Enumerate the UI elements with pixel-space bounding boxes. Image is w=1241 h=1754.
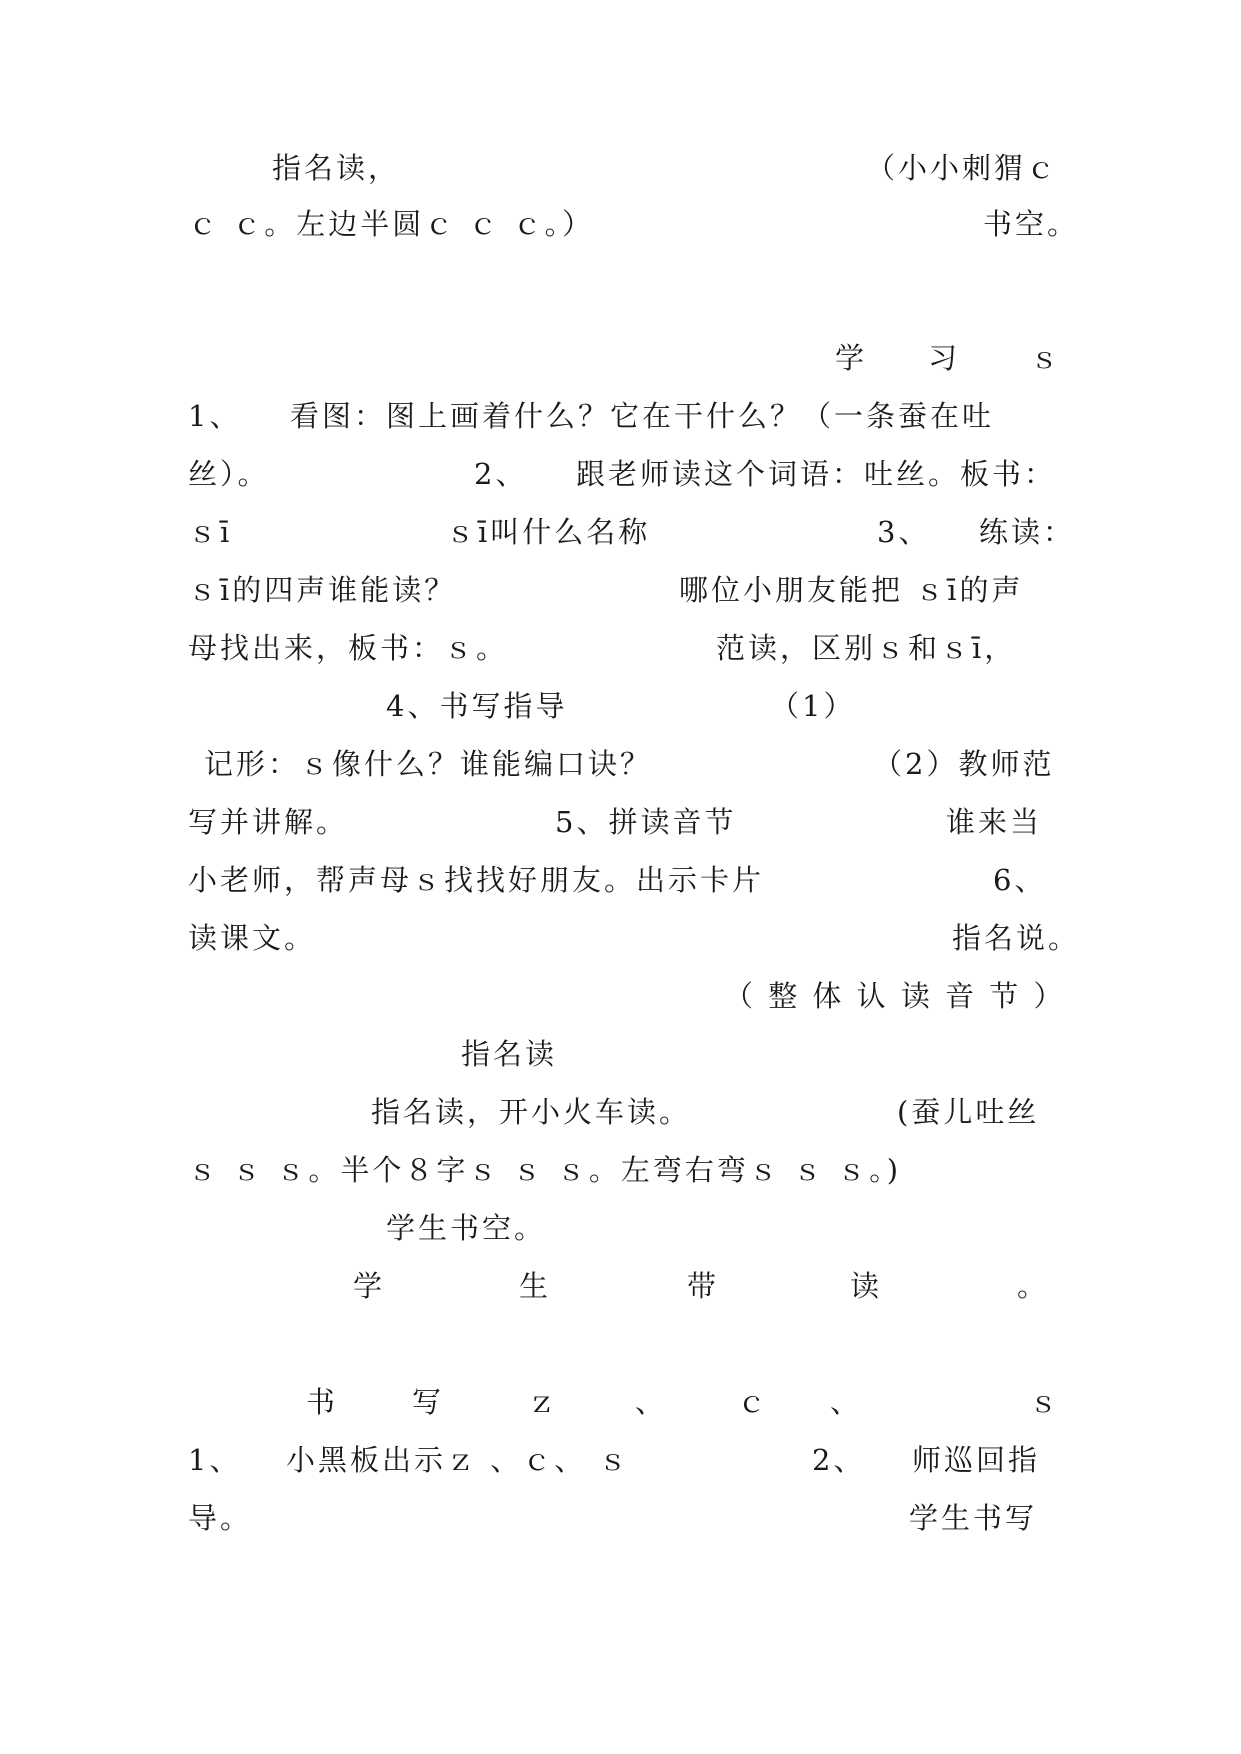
text-line: 学 [835,341,868,375]
text-line: （小小刺猬ｃ [866,151,1059,185]
text-line: 指名读 [461,1037,558,1071]
text-line: ｃ ｃ。左边半圆ｃ ｃ ｃ。） [188,207,595,241]
text-line: 书 [306,1385,339,1419]
text-line: 4、书写指导 [386,689,568,723]
text-line: （ 整 体 认 读 音 节 ） [724,979,1066,1013]
text-line: （2）教师范 [873,747,1055,781]
text-line: 学生书写 [909,1501,1038,1535]
text-line: 1、 [188,1443,242,1477]
text-line: ｓī叫什么名称 [446,515,651,549]
text-line: 哪位小朋友能把 ｓī的声 [679,573,1024,607]
text-line: 丝）。 [188,457,270,491]
text-line: 。 [1017,1269,1050,1303]
text-line: 指名说。 [952,921,1081,955]
text-line: 学 [353,1269,386,1303]
text-line: 母找出来，板书：ｓ。 [188,631,509,665]
text-line: ｓ ｓ ｓ。半个８字ｓ ｓ ｓ。左弯右弯ｓ ｓ ｓ。) [188,1153,902,1187]
text-line: 习 [928,341,961,375]
text-line: 写并讲解。 [188,805,349,839]
text-line: 指名读，开小火车读。 [371,1095,692,1129]
text-line: (蚕儿吐丝 [897,1095,1040,1129]
text-line: 书空。 [983,207,1080,241]
text-line: 导。 [188,1501,253,1535]
text-line: 5、拼读音节 [555,805,737,839]
text-line: 练读： [979,515,1076,549]
text-line: ｓ [1029,1385,1062,1419]
text-line: 看图：图上画着什么？它在干什么？（一条蚕在吐 [290,399,995,433]
text-line: 小黑板出示ｚ 、ｃ、 ｓ [286,1443,631,1477]
text-line: 、 [830,1385,863,1419]
text-line: 学生书空。 [386,1211,547,1245]
text-line: 范读，区别ｓ和ｓī， [716,631,1017,665]
text-line: 2、 [812,1443,866,1477]
text-line: 谁来当 [946,805,1043,839]
text-line: 带 [687,1269,720,1303]
text-line: 6、 [993,863,1047,897]
text-line: ｓī [188,515,233,549]
text-line: （1） [770,689,856,723]
text-line: 2、 [474,457,528,491]
text-line: 、 [635,1385,668,1419]
text-line: ｃ [737,1385,770,1419]
text-line: 读课文。 [188,921,317,955]
text-line: 指名读， [272,151,401,185]
text-line: ｓ [1030,341,1063,375]
text-line: 写 [412,1385,445,1419]
text-line: 小老师，帮声母ｓ找找好朋友。出示卡片 [188,863,765,897]
text-line: 读 [850,1269,883,1303]
text-line: 1、 [188,399,242,433]
text-line: ｚ [527,1385,560,1419]
text-line: 记形：ｓ像什么？谁能编口诀？ [204,747,653,781]
text-line: ｓī的四声谁能读？ [188,573,457,607]
text-line: 3、 [877,515,931,549]
text-line: 跟老师读这个词语：吐丝。板书： [576,457,1057,491]
text-line: 生 [519,1269,552,1303]
text-line: 师巡回指 [912,1443,1041,1477]
